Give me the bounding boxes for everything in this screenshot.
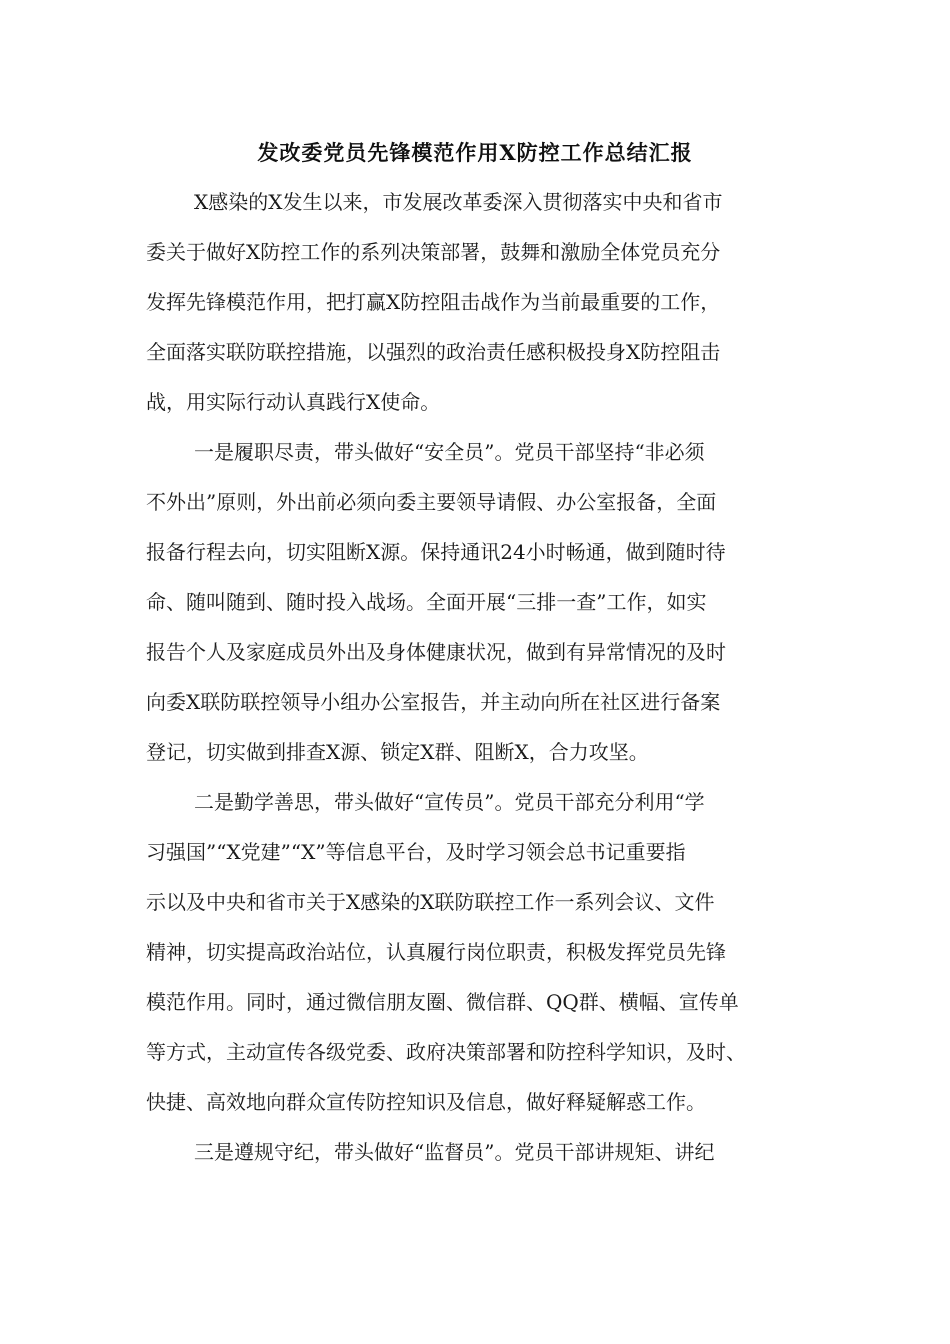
paragraph-3-line-7: 快捷、高效地向群众宣传防控知识及信息，做好释疑解惑工作。: [146, 1090, 706, 1114]
paragraph-1-line-1: X感染的X发生以来，市发展改革委深入贯彻落实中央和省市: [194, 190, 723, 214]
paragraph-2-line-5: 报告个人及家庭成员外出及身体健康状况，做到有异常情况的及时: [146, 640, 726, 664]
paragraph-3-line-5: 模范作用。同时，通过微信朋友圈、微信群、QQ群、横幅、宣传单: [146, 990, 739, 1014]
paragraph-3-line-6: 等方式，主动宣传各级党委、政府决策部署和防控科学知识，及时、: [146, 1040, 746, 1064]
paragraph-1-line-3: 发挥先锋模范作用，把打赢X防控阻击战作为当前最重要的工作，: [146, 290, 721, 314]
paragraph-1-line-5: 战，用实际行动认真践行X使命。: [146, 390, 441, 414]
paragraph-2-line-7: 登记，切实做到排查X源、锁定X群、阻断X，合力攻坚。: [146, 740, 649, 764]
paragraph-2-line-4: 命、随叫随到、随时投入战场。全面开展“三排一查”工作，如实: [146, 590, 707, 614]
paragraph-2-line-2: 不外出”原则，外出前必须向委主要领导请假、办公室报备，全面: [146, 490, 717, 514]
paragraph-3-line-3: 示以及中央和省市关于X感染的X联防联控工作一系列会议、文件: [146, 890, 715, 914]
paragraph-3-line-4: 精神，切实提高政治站位，认真履行岗位职责，积极发挥党员先锋: [146, 940, 726, 964]
paragraph-4-line-1: 三是遵规守纪，带头做好“监督员”。党员干部讲规矩、讲纪: [194, 1140, 715, 1164]
paragraph-2-line-3: 报备行程去向，切实阻断X源。保持通讯24小时畅通，做到随时待: [146, 540, 726, 564]
document-title: 发改委党员先锋模范作用X防控工作总结汇报: [257, 140, 693, 165]
paragraph-2-line-1: 一是履职尽责，带头做好“安全员”。党员干部坚持“非必须: [194, 440, 705, 464]
paragraph-3-line-1: 二是勤学善思，带头做好“宣传员”。党员干部充分利用“学: [194, 790, 705, 814]
paragraph-1-line-4: 全面落实联防联控措施，以强烈的政治责任感积极投身X防控阻击: [146, 340, 721, 364]
paragraph-3-line-2: 习强国”“X党建”“X”等信息平台，及时学习领会总书记重要指: [146, 840, 686, 864]
paragraph-2-line-6: 向委X联防联控领导小组办公室报告，并主动向所在社区进行备案: [146, 690, 721, 714]
paragraph-1-line-2: 委关于做好X防控工作的系列决策部署，鼓舞和激励全体党员充分: [146, 240, 721, 264]
